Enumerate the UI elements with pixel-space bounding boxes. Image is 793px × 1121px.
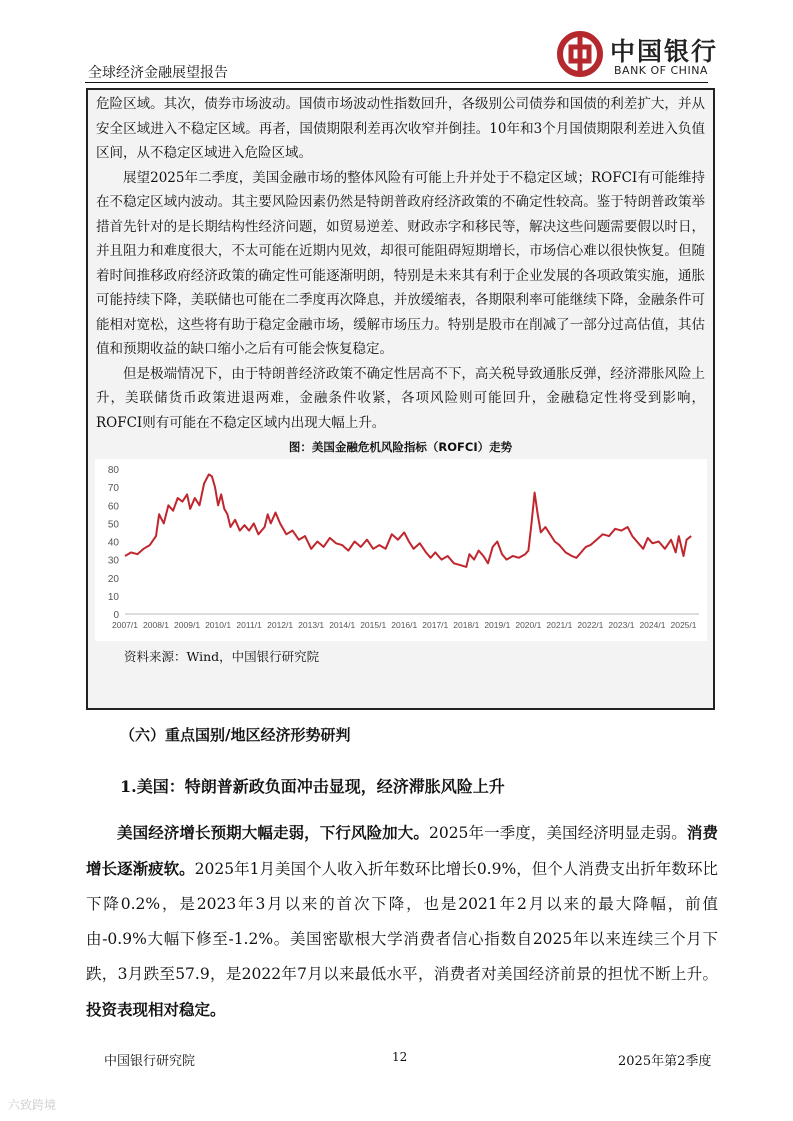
- rofci-chart: [95, 459, 707, 641]
- body-text-1: 2025年一季度，美国经济明显走弱。: [428, 824, 687, 842]
- bank-of-china-logo: [556, 30, 719, 82]
- x-tick-label: 2008/1: [142, 620, 169, 630]
- x-tick-label: 2023/1: [607, 620, 634, 630]
- section-heading-1-us: 1.美国：特朗普新政负面冲击显现，经济滞胀风险上升: [120, 777, 505, 796]
- x-tick-label: 2014/1: [328, 620, 355, 630]
- footer-org: 中国银行研究院: [104, 1054, 196, 1069]
- x-tick-label: 2010/1: [204, 620, 231, 630]
- y-tick-label: 0: [112, 610, 119, 621]
- y-tick-label: 20: [107, 573, 119, 585]
- bold-lead-3: 投资表现相对稳定。: [86, 1000, 226, 1019]
- rofci-series-line: [125, 474, 691, 567]
- body-text-2: 2025年1月美国个人收入折年数环比增长0.9%，但个人消费支出折年数环比下降0.2%，是2023年3月以来的首次下降，也是2021年2月以来的最大降幅，前值由-0.9%大幅下修至-1.2%。美国密歇根大学消费者信心指数自2025年以来连续三个月下跌，3月跌至57.9，是2022年7月以来最低水平，消费者对美国经济前景的担忧不断上升。: [86, 860, 718, 983]
- x-tick-label: 2016/1: [390, 620, 417, 630]
- x-tick-label: 2007/1: [111, 620, 138, 630]
- x-tick-label: 2015/1: [359, 620, 386, 630]
- body-paragraph: [86, 815, 718, 1028]
- box-paragraph-2: 展望2025年二季度，美国金融市场的整体风险有可能上升并处于不稳定区域；ROFCI有可能维持在不稳定区域内波动。其主要风险因素仍然是特朗普政府经济政策的不确定性较高。鉴于特朗普政策举措首先针对的是长期结构性经济问题，如贸易逆差、财政赤字和移民等，解决这些问题需要假以时日，并且阻力和难度很大，不太可能在近期内见效，却很可能阻碍短期增长，市场信心难以很快恢复。但随着时间推移政府经济政策的确定性可能逐渐明朗，特别是未来其有利于企业发展的各项政策实施，通胀可能持续下降，美联储也可能在二季度再次降息，并放缓缩表，各期限利率可能继续下降，金融条件可能相对宽松，这些将有助于稳定金融市场，缓解市场压力。特别是股市在削减了一部分过高估值，其估值和预期收益的缺口缩小之后有可能会恢复稳定。: [96, 169, 705, 357]
- x-tick-label: 2022/1: [576, 620, 603, 630]
- logo-english-name: BANK OF CHINA: [614, 64, 708, 77]
- x-tick-label: 2019/1: [483, 620, 510, 630]
- x-tick-label: 2017/1: [421, 620, 448, 630]
- watermark: 六致跨境: [8, 1098, 57, 1112]
- header-divider: [85, 82, 708, 83]
- x-tick-label: 2025/1: [669, 620, 696, 630]
- x-tick-label: 2024/1: [638, 620, 665, 630]
- y-tick-label: 30: [107, 555, 119, 567]
- x-tick-label: 2018/1: [452, 620, 479, 630]
- figure-source: 资料来源：Wind，中国银行研究院: [124, 649, 320, 664]
- boc-emblem-icon: [556, 30, 604, 78]
- x-tick-label: 2013/1: [297, 620, 324, 630]
- y-tick-label: 70: [107, 483, 119, 495]
- box-paragraph-3: 但是极端情况下，由于特朗普经济政策不确定性居高不下，高关税导致通胀反弹，经济滞胀风险上升，美联储货币政策进退两难，金融条件收紧，各项风险则可能回升，金融稳定性将受到影响，ROFCI则有可能在不稳定区域内出现大幅上升。: [96, 365, 705, 431]
- section-heading-6: （六）重点国别/地区经济形势研判: [120, 726, 351, 744]
- x-tick-label: 2012/1: [266, 620, 293, 630]
- page-number: 12: [392, 1050, 408, 1064]
- x-tick-label: 2020/1: [514, 620, 541, 630]
- x-tick-label: 2011/1: [235, 620, 262, 630]
- rofci-box: [86, 88, 715, 710]
- figure-title: 图：美国金融危机风险指标（ROFCI）走势: [288, 440, 513, 454]
- y-tick-label: 80: [107, 465, 119, 476]
- x-tick-label: 2021/1: [545, 620, 572, 630]
- bold-lead-2: 消费增长逐渐疲软。: [86, 823, 718, 878]
- rofci-line-chart: [95, 459, 707, 641]
- box-paragraph-1: 危险区域。其次，债券市场波动。国债市场波动性指数回升，各级别公司债券和国债的利差扩大，并从安全区域进入不稳定区域。再者，国债期限利差再次收窄并倒挂。10年和3个月国债期限利差进入负值区间，从不稳定区域进入危险区域。: [96, 96, 705, 161]
- bold-lead-1: 美国经济增长预期大幅走弱，下行风险加大。: [117, 823, 429, 842]
- y-tick-label: 60: [107, 501, 119, 513]
- logo-chinese-name: 中国银行: [610, 37, 719, 66]
- x-tick-label: 2009/1: [173, 620, 200, 630]
- y-tick-label: 50: [107, 519, 119, 531]
- report-title: 全球经济金融展望报告: [88, 65, 228, 81]
- y-tick-label: 10: [107, 591, 119, 603]
- footer-period: 2025年第2季度: [618, 1054, 712, 1069]
- y-tick-label: 40: [107, 537, 119, 549]
